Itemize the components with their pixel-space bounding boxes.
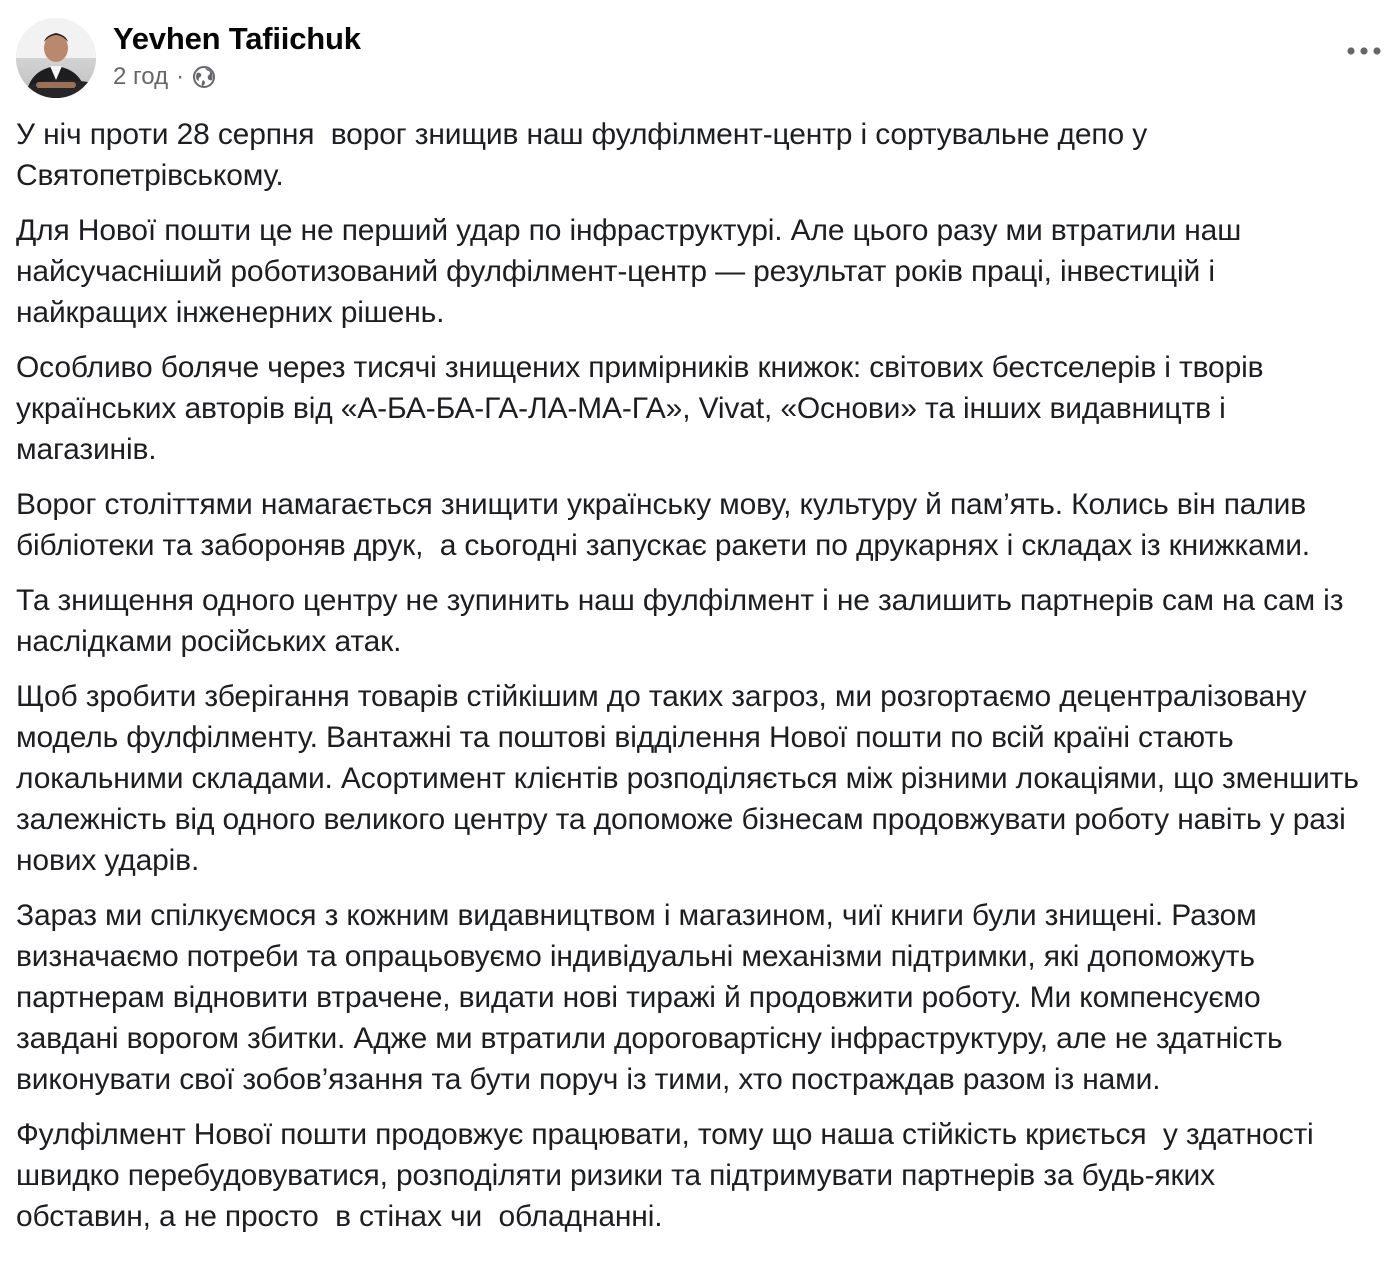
post-paragraph-5: Та знищення одного центру не зупинить наш фулфілмент і не залишить партнерів сам на сам із наслідками російських атак.: [16, 584, 1344, 658]
post-paragraph-1: У ніч проти 28 серпня ворог знищив наш фулфілмент-центр і сортувальне депо у Святопетрівському.: [16, 118, 1148, 192]
post-paragraph-8: Фулфілмент Нової пошти продовжує працювати, тому що наша стійкість криється у здатності швидко перебудовуватися, розподіляти ризики та підтримувати партнерів за будь-яких обставин, а не просто в стінах чи обладнанні.: [16, 1118, 1314, 1233]
post-paragraph-4: Ворог століттями намагається знищити українську мову, культуру й пам’ять. Колись він палив бібліотеки та забороняв друк, а сьогодні запускає ракети по друкарнях і складах із книжками.: [16, 488, 1310, 562]
author-name[interactable]: Yevhen Tafiichuk: [113, 21, 361, 56]
globe-icon[interactable]: [192, 65, 216, 89]
post-paragraph-6: Щоб зробити зберігання товарів стійкішим до таких загроз, ми розгортаємо децентралізовану модель фулфілменту. Вантажні та поштові відділення Нової пошти по всій країні стають локальними складами. Асортимент клієнтів розподіляється між різними локаціями, що зменшить залежність від одного великого центру та допоможе бізнесам продовжувати роботу навіть у разі нових ударів.: [16, 680, 1359, 877]
post-paragraph-7: Зараз ми спілкуємося з кожним видавництвом і магазином, чиї книги були знищені. Разом визначаємо потреби та опрацьовуємо індивідуальні механізми підтримки, які допоможуть партнерам відновити втрачене, видати нові тиражі й продовжити роботу. Ми компенсуємо завдані ворогом збитки. Адже ми втратили дороговартісну інфраструктуру, але не здатність виконувати свої зобов’язання та бути поруч із тими, хто постраждав разом із нами.: [16, 899, 1283, 1096]
author-avatar[interactable]: [16, 18, 96, 98]
more-horizontal-icon[interactable]: [1342, 36, 1386, 66]
post-subline: [113, 62, 361, 92]
post-body: [16, 114, 1400, 1251]
post-paragraph-3: Особливо боляче через тисячі знищених примірників книжок: світових бестселерів і творів українських авторів від «А-БА-БА-ГА-ЛА-МА-ГА», Vivat, «Основи» та інших видавництв і магазинів.: [16, 351, 1264, 466]
post-paragraph-2: Для Нової пошти це не перший удар по інфраструктурі. Але цього разу ми втратили наш найсучасніший роботизований фулфілмент-центр — результат років праці, інвестицій і найкращих інженерних рішень.: [16, 214, 1242, 329]
avatar-photo: [16, 18, 96, 98]
post-header: [16, 16, 361, 100]
separator-dot: ·: [176, 63, 185, 90]
post-meta: [113, 20, 361, 92]
post-timestamp[interactable]: 2 год: [113, 63, 169, 90]
